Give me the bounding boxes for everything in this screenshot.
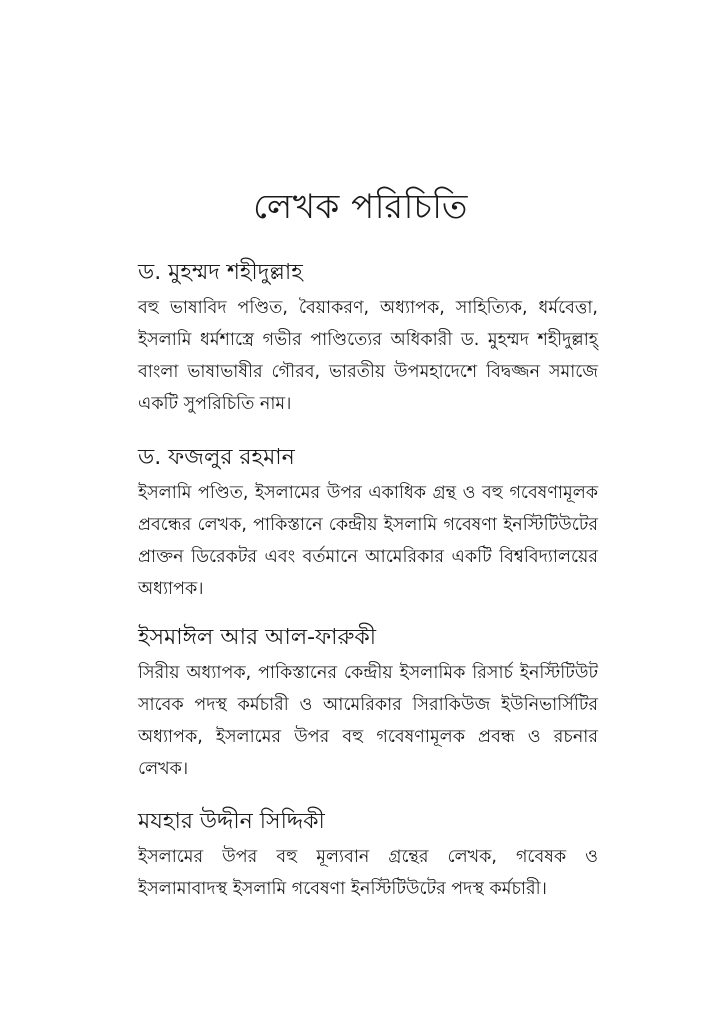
author-bio: ইসলামি পণ্ডিত, ইসলামের উপর একাধিক গ্রন্থ ও বহু গবেষণামূলক প্রবন্ধের লেখক, পাকিস্তানে কেন্দ্রীয় ইসলামি গবেষণা ইনস্টিটিউটের প্রাক্তন ডিরেকটর এবং বর্তমানে আমেরিকার একটি বিশ্ববিদ্যালয়ের অধ্যাপক।	[138, 483, 598, 599]
author-bio: ইসলামের উপর বহু মূল্যবান গ্রন্থের লেখক, গবেষক ও ইসলামাবাদস্থ ইসলামি গবেষণা ইনস্টিটিউটের পদস্থ কর্মচারী।	[138, 847, 598, 899]
author-name: ড. মুহম্মদ শহীদুল্লাহ	[138, 260, 303, 285]
author-name: ইসমাঈল আর আল-ফারুকী	[138, 625, 377, 650]
author-entry	[138, 443, 598, 605]
author-bio: বহু ভাষাবিদ পণ্ডিত, বৈয়াকরণ, অধ্যাপক, সাহিত্যিক, ধর্মবেত্তা, ইসলামি ধর্মশাস্ত্রে গভীর পাণ্ডিত্যের অধিকারী ড. মুহম্মদ শহীদুল্লাহ্ বাংলা ভাষাভাষীর গৌরব, ভারতীয় উপমহাদেশে বিদ্বজ্জন সমাজে একটি সুপরিচিতি নাম।	[138, 298, 598, 414]
author-name: ড. ফজলুর রহমান	[138, 445, 295, 470]
author-entry	[138, 258, 598, 420]
page-title: লেখক পরিচিতি	[253, 187, 468, 227]
author-entry	[138, 623, 598, 785]
author-entry	[138, 807, 598, 905]
author-bio: সিরীয় অধ্যাপক, পাকিস্তানের কেন্দ্রীয় ইসলামিক রিসার্চ ইনস্টিটিউট সাবেক পদস্থ কর্মচারী ও আমেরিকার সিরাকিউজ ইউনিভার্সিটির অধ্যাপক, ইসলামের উপর বহু গবেষণামূলক প্রবন্ধ ও রচনার লেখক।	[138, 663, 598, 779]
author-name: মযহার উদ্দীন সিদ্দিকী	[138, 809, 325, 834]
